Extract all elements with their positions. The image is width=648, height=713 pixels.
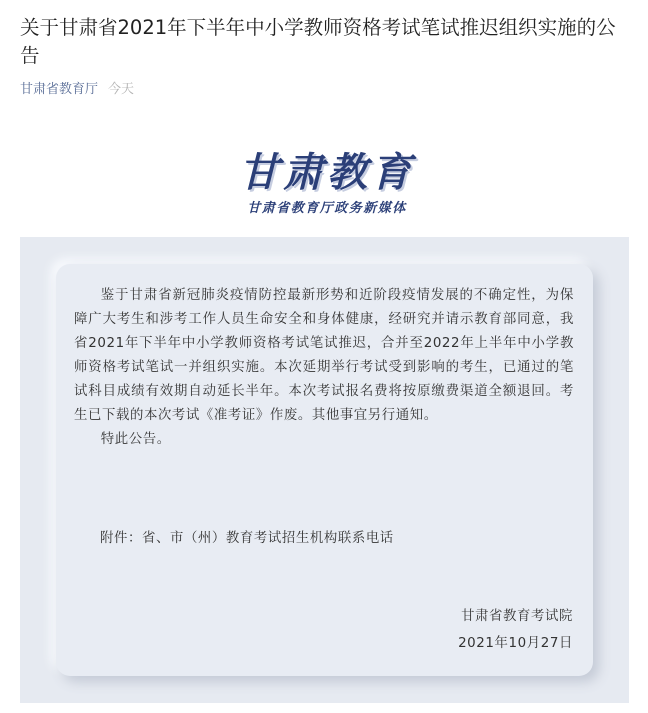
article-meta: [20, 81, 134, 99]
logo-main-text: 甘肃教育: [239, 149, 415, 196]
notice-text: [74, 284, 574, 452]
notice-card: [56, 264, 593, 676]
sign-date: 2021年10月27日: [458, 636, 573, 651]
signer-name: 甘肃省教育考试院: [461, 609, 573, 624]
account-name-link[interactable]: 甘肃省教育厅: [20, 82, 99, 97]
attachment-link[interactable]: 附件：省、市（州）教育考试招生机构联系电话: [100, 531, 394, 546]
notice-body: 鉴于甘肃省新冠肺炎疫情防控最新形势和近阶段疫情发展的不确定性，为保障广大考生和涉考工作人员生命安全和身体健康，经研究并请示教育部同意，我省2021年下半年中小学教师资格考试笔试推迟，合并至2022年上半年中小学教师资格考试笔试一并组织实施。本次延期举行考试受到影响的考生，已通过的笔试科目成绩有效期自动延长半年。本次考试报名费将按原缴费渠道全额退回。考生已下载的本次考试《准考证》作废。其他事宜另行通知。: [74, 288, 574, 423]
publish-date: 今天: [108, 82, 135, 97]
notice-signature: [458, 603, 573, 657]
notice-panel: [20, 237, 629, 703]
logo-subtitle: 甘肃省教育厅政务新媒体: [247, 201, 407, 216]
notice-closing: 特此公告。: [100, 432, 171, 447]
article-title: 关于甘肃省2021年下半年中小学教师资格考试笔试推迟组织实施的公告: [20, 16, 616, 67]
gansu-education-logo: [222, 150, 432, 222]
